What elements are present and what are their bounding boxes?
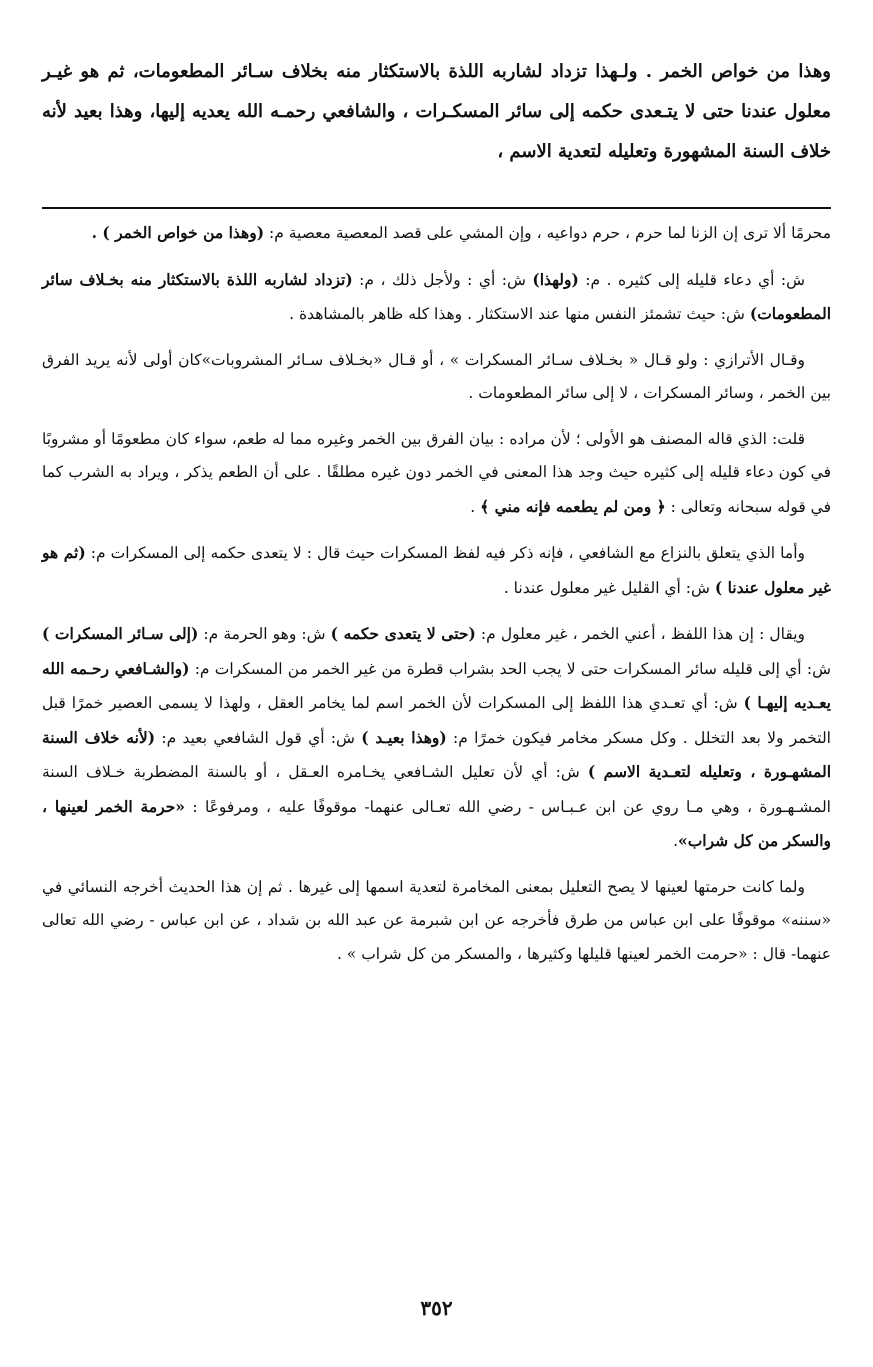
- main-text: [42, 52, 831, 172]
- main-text-paragraph: وهذا من خواص الخمر . ولـهذا تزداد لشاربه اللذة بالاستكثار منه بخلاف سـائر المطعومات، ثم هو غيـر معلول عندنا حتى لا يتـعدى حكمه إلى سائر المسكـرات ، والشافعي رحمـه الله يعديه إليها، وهذا بعيد لأنه خلاف السنة المشهورة وتعليله لتعدية الاسم ،: [42, 61, 831, 162]
- commentary-paragraph-4: قلت: الذي قاله المصنف هو الأولى ؛ لأن مراده : بيان الفرق بين الخمر وغيره مما له طعم، سواء كان مطعومًا أو مشروبًا في كون دعاء قليله إلى كثيره حيث وجد هذا المعنى في الخمر دون غيره مطلقًا . على أن الطعم يذكر ، ويراد به الشرب كما في قوله سبحانه وتعالى : ﴿ ومن لم يطعمه فإنه مني ﴾ .: [42, 429, 831, 516]
- commentary-paragraph-1: محرمًا ألا ترى إن الزنا لما حرم ، حرم دواعيه ، وإن المشي على قصد المعصية معصية م: (وهذا من خواص الخمر ) .: [91, 223, 831, 242]
- separator-line: [42, 207, 831, 209]
- commentary-paragraph-6: ويقال : إن هذا اللفظ ، أعني الخمر ، غير معلول م: (حتى لا يتعدى حكمه ) ش: وهو الحرمة م: (إلى سـائر المسكرات ) ش: أي إلى قليله سائر المسكرات حتى لا يجب الحد بشراب قطرة من غير الخمر من المسكرات م: (والشـافعي رحـمه الله يعـديه إليهـا ) ش: أي تعـدي هذا اللفظ إلى المسكرات لأن الخمر اسم لما يخامر العقل ، ولهذا لا يسمى العصير خمرًا قبل التخمر ولا بعد التخلل . وكل مسكر مخامر فيكون خمرًا م: (وهذا بعيـد ) ش: أي قول الشافعي بعيد م: (لأنه خلاف السنة المشهـورة ، وتعليله لتعـدية الاسم ) ش: أي لأن تعليل الشـافعي يخـامره العـقل ، أو بالسنة المضطربة خـلاف السنة المشـهـورة ، وهي مـا روي عن ابن عـبـاس - رضي الله تعـالى عنهما- موقوفًا عليه ، ومرفوعًا : «حرمة الخمر لعينها ، والسكر من كل شراب».: [42, 624, 832, 850]
- commentary: [42, 216, 831, 983]
- commentary-paragraph-7: ولما كانت حرمتها لعينها لا يصح التعليل بمعنى المخامرة لتعدية اسمها إلى غيرها . ثم إن هذا الحديث أخرجه النسائي في «سننه» موقوفًا على ابن عباس من طرق فأخرجه عن ابن شبرمة عن عبد الله بن شداد ، عن ابن عباس - رضي الله تعالى عنهما- قال : «حرمت الخمر لعينها قليلها وكثيرها ، والمسكر من كل شراب » .: [42, 877, 831, 963]
- commentary-paragraph-3: وقـال الأترازي : ولو قـال « بخـلاف سـائر المسكرات » ، أو قـال «بخـلاف سـائر المشروبات»كان أولى لأنه يريد الفرق بين الخمر ، وسائر المسكرات ، لا إلى سائر المطعومات .: [42, 350, 831, 402]
- commentary-paragraph-2: ش: أي دعاء قليله إلى كثيره . م: (ولهذا) ش: أي : ولأجل ذلك ، م: (تزداد لشاربه اللذة بالاستكثار منه بخـلاف سائر المطعومات) ش: حيث تشمئز النفس منها عند الاستكثار . وهذا كله ظاهر بالمشاهدة .: [42, 269, 831, 323]
- page-number: ٣٥٢: [420, 1296, 453, 1320]
- commentary-paragraph-5: وأما الذي يتعلق بالنزاع مع الشافعي ، فإنه ذكر فيه لفظ المسكرات حيث قال : لا يتعدى حكمه إلى المسكرات م: (ثم هو غير معلول عندنا ) ش: أي القليل غير معلول عندنا .: [42, 543, 831, 597]
